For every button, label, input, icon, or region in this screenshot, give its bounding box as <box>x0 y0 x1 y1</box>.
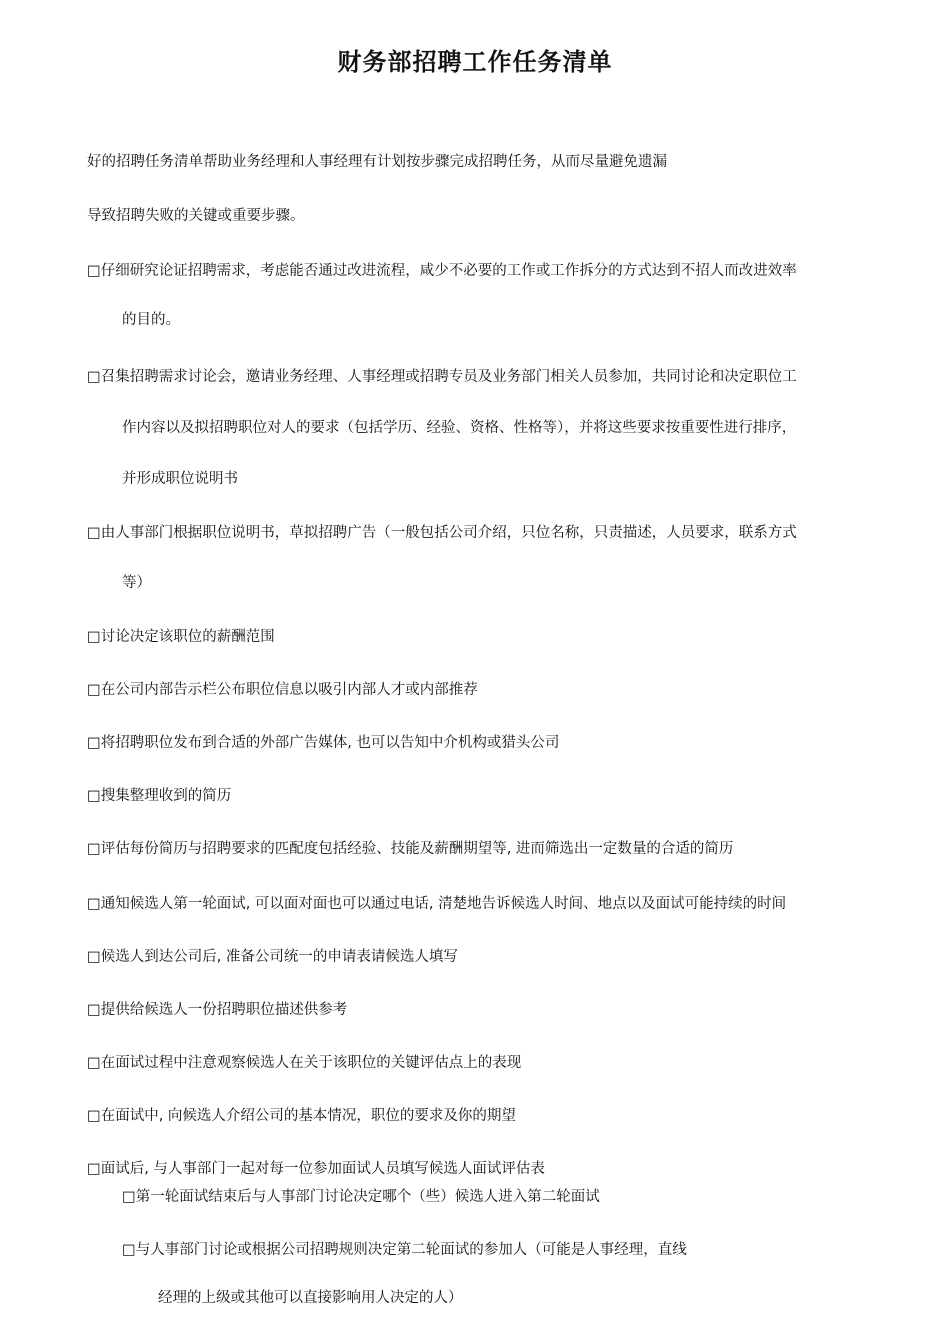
checklist-item: □提供给候选人一份招聘职位描述供参考 <box>87 1002 348 1018</box>
checklist-item: □在公司内部告示栏公布职位信息以吸引内部人才或内部推荐 <box>87 682 478 698</box>
checklist-item: □在面试中, 向候选人介绍公司的基本情况，职位的要求及你的期望 <box>87 1108 516 1124</box>
checklist-item: □讨论决定该职位的薪酬范围 <box>87 629 275 645</box>
checklist-item: □面试后, 与人事部门一起对每一位参加面试人员填写候选人面试评估表 <box>87 1161 545 1177</box>
checklist-item-continuation: 的目的。 <box>122 312 180 328</box>
checklist-item: □在面试过程中注意观察候选人在关于该职位的关键评估点上的表现 <box>87 1055 522 1071</box>
checklist-subitem: □与人事部门讨论或根据公司招聘规则决定第二轮面试的参加人（可能是人事经理，直线 <box>122 1242 687 1258</box>
checklist-item: □召集招聘需求讨论会，邀请业务经理、人事经理或招聘专员及业务部门相关人员参加，共同讨论和决定职位工 <box>87 369 797 385</box>
checklist-item: □通知候选人第一轮面试, 可以面对面也可以通过电话, 清楚地告诉候选人时间、地点以及面试可能持续的时间 <box>87 896 787 912</box>
checklist-item: □仔细研究论证招聘需求，考虑能否通过改进流程，咸少不必要的工作或工作拆分的方式达到不招人而改进效率 <box>87 263 797 279</box>
checklist-item: □候选人到达公司后, 准备公司统一的申请表请候选人填写 <box>87 949 458 965</box>
checklist-item: □将招聘职位发布到合适的外部广告媒体, 也可以告知中介机构或猎头公司 <box>87 735 560 751</box>
checklist-item: □搜集整理收到的简历 <box>87 788 232 804</box>
checklist-item-continuation: 等） <box>122 575 151 591</box>
checklist-item-continuation: 并形成职位说明书 <box>122 471 238 487</box>
checklist-item: □由人事部门根据职位说明书，草拟招聘广告（一般包括公司介绍，只位名称，只责描述，人员要求，联系方式 <box>87 525 797 541</box>
page-title: 财务部招聘工作任务清单 <box>337 48 613 76</box>
checklist-item-continuation: 作内容以及拟招聘职位对人的要求（包括学历、经验、资格、性格等），并将这些要求按重要性进行排序， <box>122 420 797 436</box>
checklist-subitem: □第一轮面试结束后与人事部门讨论决定哪个（些）候选人进入第二轮面试 <box>122 1189 600 1205</box>
checklist-subitem-continuation: 经理的上级或其他可以直接影响用人决定的人） <box>158 1290 463 1306</box>
paragraph-line: 好的招聘任务清单帮助业务经理和人事经理有计划按步骤完成招聘任务，从而尽量避免遗漏 <box>87 154 667 170</box>
paragraph-line: 导致招聘失败的关键或重要步骤。 <box>87 208 305 224</box>
checklist-item: □评估每份简历与招聘要求的匹配度包括经验、技能及薪酬期望等, 进而筛选出一定数量的合适的简历 <box>87 841 734 857</box>
